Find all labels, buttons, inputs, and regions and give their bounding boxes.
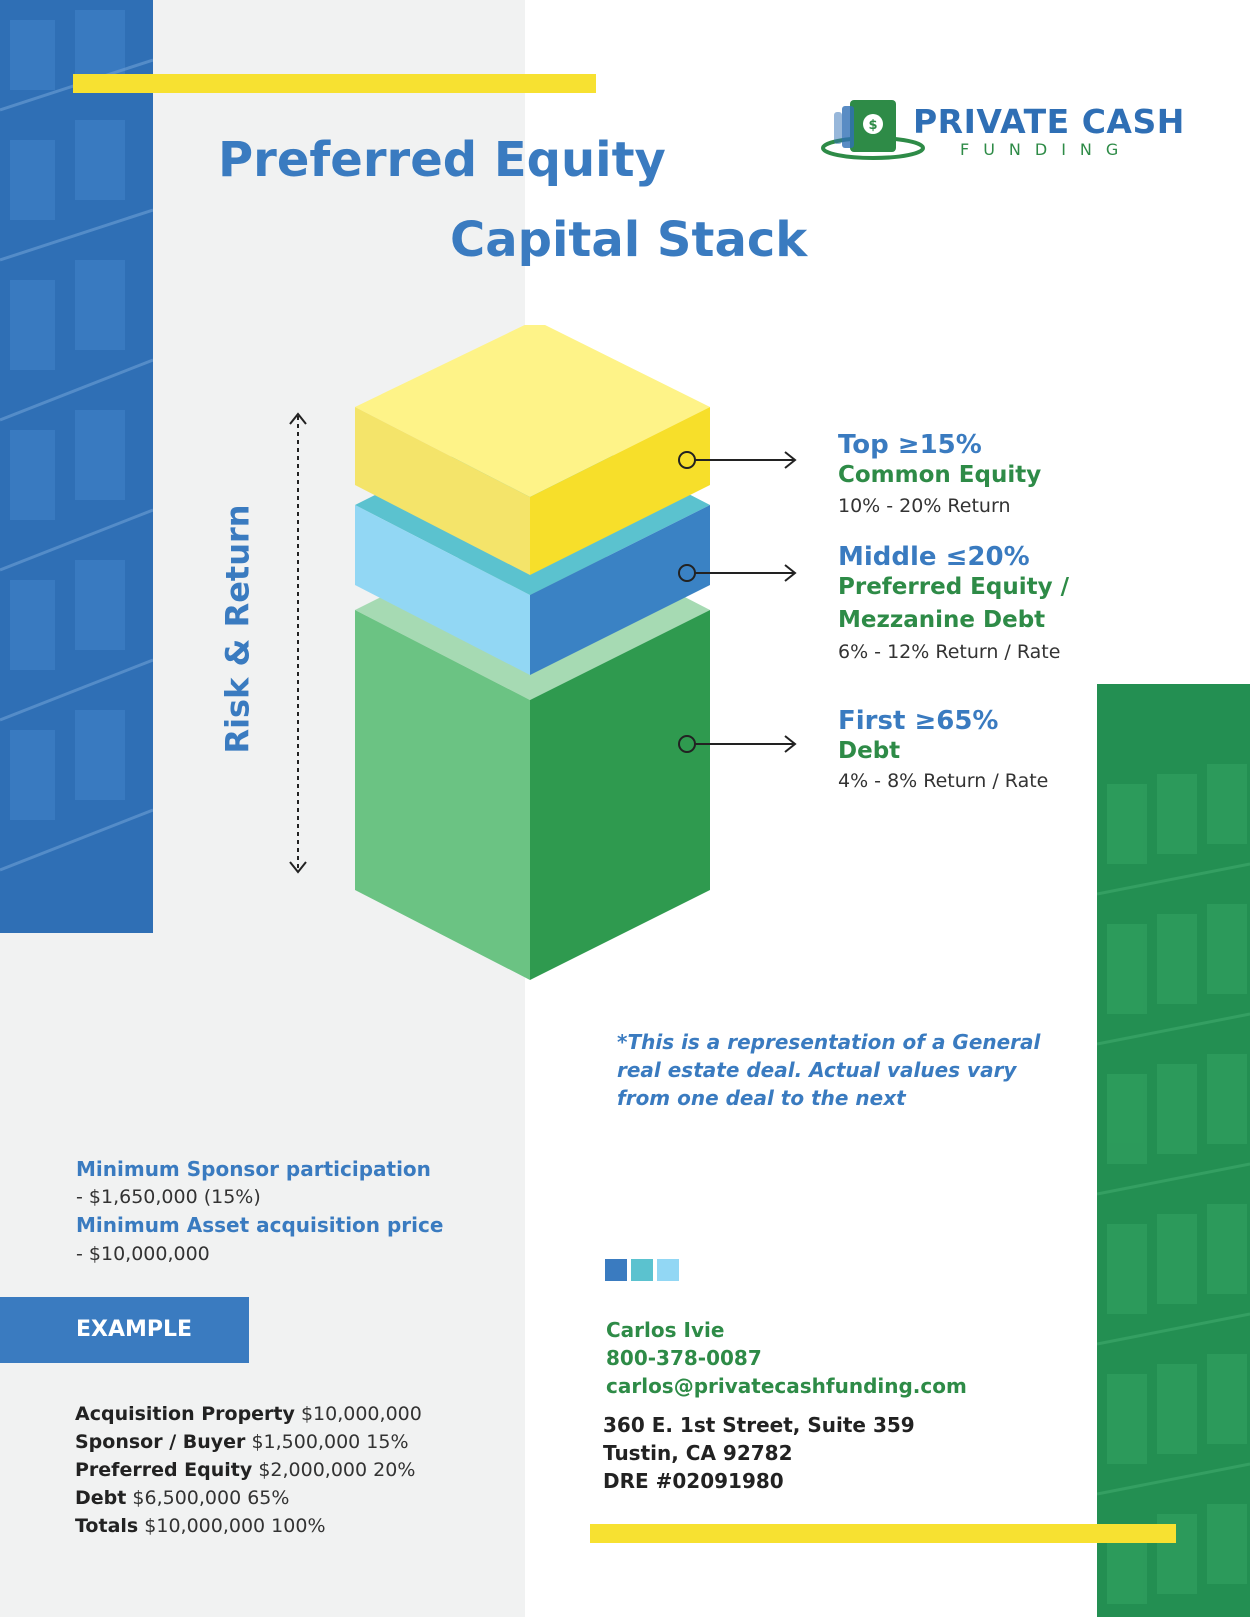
risk-return-label-wrap (138, 504, 338, 754)
example-row-key: Preferred Equity (75, 1459, 253, 1481)
tier-middle-name: Preferred Equity / (838, 574, 1069, 600)
contact-address-line1: 360 E. 1st Street, Suite 359 (603, 1413, 915, 1437)
logo-icon (818, 92, 928, 164)
example-row (75, 1515, 326, 1537)
tier-middle-name-line2: Mezzanine Debt (838, 607, 1046, 633)
tier-middle-heading: Middle ≤20% (838, 542, 1030, 572)
example-row-key: Debt (75, 1487, 127, 1509)
example-row-value: $10,000,000 (300, 1403, 422, 1425)
pointer-arrow-top (675, 448, 800, 472)
accent-square-light-blue (657, 1259, 679, 1281)
accent-square-teal (631, 1259, 653, 1281)
contact-address-line2: Tustin, CA 92782 (603, 1441, 793, 1465)
contact-name: Carlos Ivie (606, 1318, 725, 1342)
tier-first-rate: 4% - 8% Return / Rate (838, 770, 1049, 792)
green-building-graphic (1097, 684, 1250, 1617)
yellow-accent-bar-bottom (590, 1524, 1176, 1543)
example-banner (0, 1297, 249, 1363)
contact-phone[interactable]: 800-378-0087 (606, 1346, 762, 1370)
min-sponsor-label: Minimum Sponsor participation (76, 1157, 431, 1181)
risk-return-label: Risk & Return (219, 504, 258, 754)
contact-dre-number: DRE #02091980 (603, 1469, 784, 1493)
tier-top-heading: Top ≥15% (838, 430, 982, 460)
example-row-value: $10,000,000 100% (144, 1515, 326, 1537)
example-row (75, 1431, 409, 1453)
green-building-photo (1097, 684, 1250, 1617)
blue-building-graphic (0, 0, 153, 933)
svg-text:$: $ (868, 118, 878, 133)
blue-building-photo (0, 0, 153, 933)
example-row (75, 1459, 415, 1481)
capital-stack-graphic (355, 325, 715, 985)
example-row (75, 1403, 422, 1425)
disclaimer-note: *This is a representation of a General real estate deal. Actual values vary from one deal to the next (617, 1030, 1041, 1110)
contact-email[interactable]: carlos@privatecashfunding.com (606, 1374, 967, 1398)
tier-middle-rate: 6% - 12% Return / Rate (838, 641, 1061, 663)
pointer-arrow-middle (675, 561, 800, 585)
tier-top-rate: 10% - 20% Return (838, 495, 1011, 517)
accent-square-blue (605, 1259, 627, 1281)
min-asset-value: - $10,000,000 (76, 1243, 210, 1265)
example-row-value: $2,000,000 20% (258, 1459, 416, 1481)
tier-top-name: Common Equity (838, 462, 1042, 488)
pointer-arrow-first (675, 732, 800, 756)
example-row-key: Sponsor / Buyer (75, 1431, 246, 1453)
yellow-accent-bar-top (73, 74, 596, 93)
page-title-line2: Capital Stack (450, 212, 808, 268)
logo-wordmark: PRIVATE CASH (913, 102, 1185, 141)
tier-first-heading: First ≥65% (838, 706, 999, 736)
min-sponsor-value: - $1,650,000 (15%) (76, 1186, 261, 1208)
example-row-value: $6,500,000 65% (132, 1487, 290, 1509)
example-banner-label: EXAMPLE (76, 1317, 193, 1342)
page-title-line1: Preferred Equity (218, 132, 666, 188)
example-row-key: Acquisition Property (75, 1403, 295, 1425)
example-row (75, 1487, 289, 1509)
example-row-value: $1,500,000 15% (251, 1431, 409, 1453)
logo-subtitle: FUNDING (960, 140, 1133, 159)
example-row-key: Totals (75, 1515, 139, 1537)
tier-first-name: Debt (838, 738, 901, 764)
min-asset-label: Minimum Asset acquisition price (76, 1213, 444, 1237)
